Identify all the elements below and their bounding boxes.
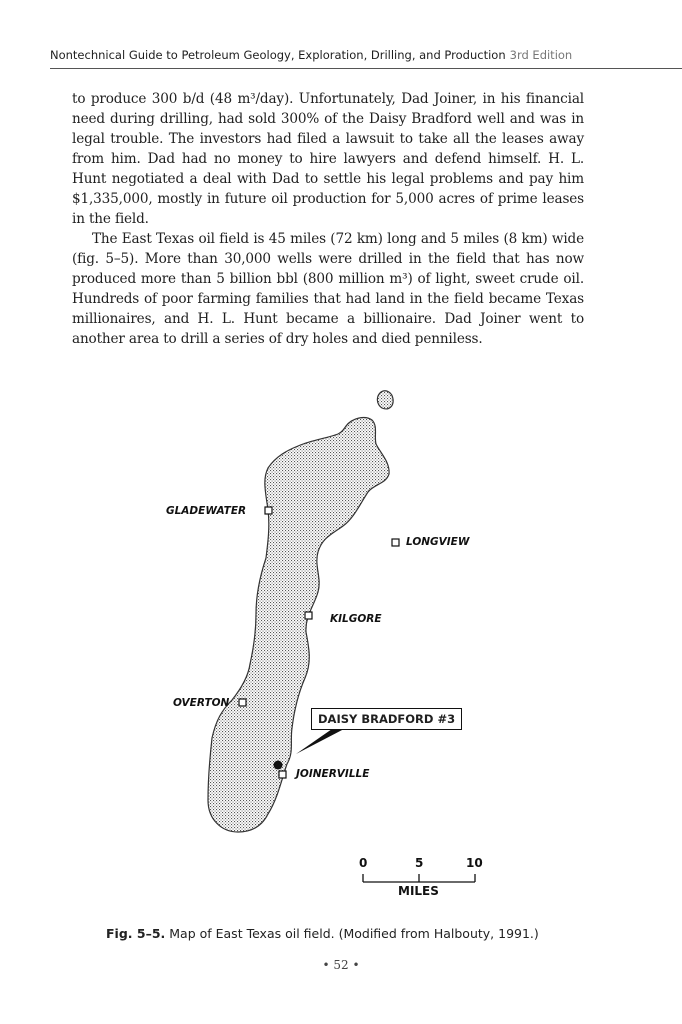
overton-label: OVERTON bbox=[173, 697, 230, 709]
caption-text: Map of East Texas oil field. (Modified from Halbouty, 1991.) bbox=[169, 926, 539, 941]
paragraph-2: The East Texas oil field is 45 miles (72 km) long and 5 miles (8 km) wide (fig. 5–5). More than 30,000 wells were drilled in the field that has now produced more than 5 billion bbl (800 million m³) of light, sweet crude oil. Hundreds of poor farming families that had land in the field became Texas millionaires, and H. L. Hunt became a billionaire. Dad Joiner went to another area to drill a series of dry holes and died penniless. bbox=[72, 231, 584, 347]
running-header bbox=[50, 46, 682, 69]
paragraph-1: to produce 300 b/d (48 m³/day). Unfortunately, Dad Joiner, in his financial need during drilling, had sold 300% of the Daisy Bradford well and was in legal trouble. The investors had filed a lawsuit to take all the leases away from him. Dad had no money to hire lawyers and defend himself. H. L. Hunt negotiated a deal with Dad to settle his legal problems and pay him $1,335,000, mostly in future oil production for 5,000 acres of prime leases in the field. bbox=[72, 91, 584, 227]
gladewater-marker bbox=[265, 507, 272, 514]
overton-marker bbox=[239, 699, 246, 706]
kilgore-marker bbox=[305, 612, 312, 619]
daisy-bradford-callout: DAISY BRADFORD #3 bbox=[311, 708, 462, 730]
gladewater-label: GLADEWATER bbox=[166, 505, 247, 517]
scale-tick-5: 5 bbox=[415, 856, 424, 870]
figure-map bbox=[0, 380, 682, 910]
longview-marker bbox=[392, 539, 399, 546]
book-title: Nontechnical Guide to Petroleum Geology, Exploration, Drilling, and Production bbox=[50, 48, 506, 62]
page-number: • 52 • bbox=[322, 958, 360, 972]
kilgore-label: KILGORE bbox=[330, 613, 382, 625]
scale-bar bbox=[363, 874, 475, 882]
longview-label: LONGVIEW bbox=[406, 536, 470, 548]
scale-tick-10: 10 bbox=[466, 856, 483, 870]
callout-pointer bbox=[296, 729, 344, 754]
scale-unit-label: MILES bbox=[398, 884, 439, 898]
body-text bbox=[72, 89, 584, 349]
joinerville-marker bbox=[279, 771, 286, 778]
oil-field-map bbox=[0, 380, 682, 910]
figure-caption bbox=[106, 926, 626, 941]
well-location-dot bbox=[274, 761, 283, 770]
field-outlier-shape bbox=[377, 391, 393, 409]
caption-label: Fig. 5–5. bbox=[106, 926, 166, 941]
scale-tick-0: 0 bbox=[359, 856, 368, 870]
book-edition: 3rd Edition bbox=[509, 48, 573, 62]
joinerville-label: JOINERVILLE bbox=[296, 768, 370, 780]
